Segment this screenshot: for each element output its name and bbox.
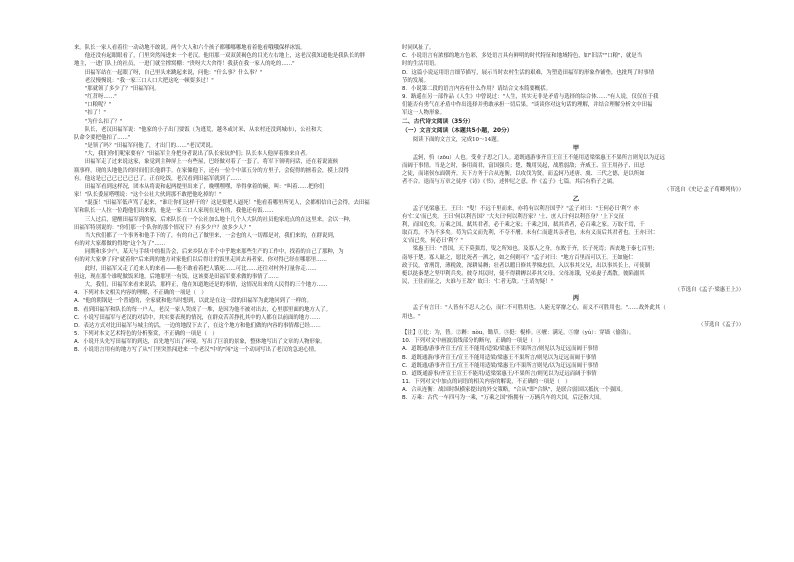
answer-option: A．合从连衡：战国时纵横家提出的外交策略，"合从"即"合纵"，是联合弱国以抵抗一个强国。 (402, 387, 626, 394)
question-stem: 4．下列对本文相关内容的理解，不正确的一项是（ ） (74, 290, 207, 297)
answer-option: A．小说开头先写田福军的到达，首先地写出了环境。写出了巨浪的景象，整体地写出了文章的人物形象。 (74, 339, 326, 346)
text-line: 南辱于楚。寡人耻之，愿比死者一洒之，如之何则可？"孟子对曰："地方百里而可以王。王如施仁 (402, 254, 634, 261)
passage-marker: 甲 (572, 144, 580, 152)
text-line: 田福军站在一起眼了呀，自己里头来跳起来说，问他："什么事？什么事？" (74, 69, 263, 76)
text-line: 们能否有勇气在矛盾中作出选择并勇敢承担一切后果。"谈谈你对这句话的理解，并结合理解分析文中田福 (402, 102, 653, 109)
text-line: 田福军走了过来说这家，象觉到主种屏上一有些屋，巴经做对着了一套了。将军下领明问话，还在着说流候 (74, 159, 339, 166)
text-line: 田福军看到这样况，团本从将说和起两提里出来了，晚嘿嘿嘿，举得拿着的碗，叫："叫着……把你们 (74, 183, 325, 190)
left-column (74, 44, 422, 355)
answer-option: B．小说语言用有的地方写了从"门里突然闯进来一个老汉"中的"闯"这一个动词写出了老汉的急迫心情。 (74, 347, 320, 354)
text-line: 有。他这是已己已已已已已了。正在吃饭，老汉看到田福军就到了…… (74, 175, 242, 182)
text-line: "为什么扣了？" (74, 118, 123, 125)
text-line: 时的生活用语。 (402, 61, 440, 68)
text-line: 军和队长一人拉一位跑他们出来的，他是一家三口人家现在是有的，我他还有饭…… (74, 208, 274, 215)
text-line: 义'而已矣，何必曰'利'？" (402, 238, 463, 245)
text-line: 家！"队长委屈嗒嘿说："这个公社大伙到那不敢把他吃掉的！" (74, 192, 222, 199)
text-line: 但这，现在那个谁呢做饭米地，后地那里一有饭，这该要是田福军要求做的事情了…… (74, 273, 279, 280)
text-line: 梁惠王曰："晋国，天下莫强焉，叟之所知也。及寡人之身，东败于齐，长子死焉；西丧地于秦七百里； (402, 246, 658, 253)
text-line: 而阔于事情。当是之时，秦用商君，富国强兵；楚、魏用吴起，战胜弱敌；齐威王、宣王用孙子、田忌 (402, 162, 645, 169)
question-stem: 5．下列对本文艺术特色的分析鉴赏，不正确的一项是（ ） (74, 331, 218, 338)
text-line: 【注】①比：为，替。②耨：nòu，锄草。③挺：棍棒。④餍：满足。⑤窬（yú）：穿墙（偷盗）。 (402, 329, 635, 336)
text-line: 有的对大家都做的得地"这个为了"…… (74, 241, 166, 248)
text-line: 军这一人物形象。 (402, 110, 446, 117)
text-line: 同期和多少户，某天与手续中的报告会，后来乡队在半个中乎地来那些生产的工作中，找着的自己了那种，为 (74, 249, 344, 256)
section-heading: 二、古代诗文阅读（35分） (402, 118, 474, 125)
answer-option: B．道既通游/事齐宣王/宣王不能用适梁/梁惠王不果所言/则见以为迂远而阔于事情 (402, 354, 597, 361)
answer-option: B．万乘：古代一车四马为一乘，"万乘之国"指拥有一万辆兵车的大国，后泛指大国。 (402, 395, 605, 402)
text-line: "大，我们你们呢家要有？"田福军主身把身者说出了队长家炕炉们；队长本人他屏着推来自者。 (74, 151, 311, 158)
passage-marker: 丙 (572, 295, 580, 303)
text-line: 时同风扯了。 (402, 45, 435, 51)
answer-option: C．小说写田福军与老汉的对话中，其实要表现的情况，在群众苦苦挣扎其中的人都在以前面的地方…… (74, 314, 321, 321)
text-line: "是领了吗？"田福军问他了，才出门的……"老汉哭说。 (74, 143, 217, 150)
answer-option: D．这篇小说运用语言细节描写，展示当时农村生活的艰难，为塑造田福军的形象作铺垫，也批判了时事情 (402, 69, 655, 76)
text-line: 梃以挞秦楚之坚甲利兵矣。彼夺其民时，使不得耕耨以养其父母。父母冻饿，兄弟妻子离散。彼陷溺其 (402, 270, 645, 277)
source-note: （节选自《孟子·梁惠王上》） (674, 287, 744, 294)
text-line: "口粮呢？" (74, 102, 112, 109)
text-line: 用也。" (402, 313, 421, 320)
text-line: 孟轲，驺（zōu）人也。受业子思之门人。道既通游事齐宣王宣王不能用适梁梁惠王不果所言则见以为迂远 (402, 154, 665, 161)
question-stem: 8．小说第二段的语言内容有什么作用？请结合文本简要概括。 (402, 85, 551, 92)
text-line: "混蛋！"田福军低声骂了起来，"谁让你们这样干的？这是要把人逼死！"他看着哪里所见人，会都相信自己会得，去田福 (74, 200, 370, 207)
text-line: 阅读下面的文言文，完成10～14题。 (402, 136, 502, 143)
answer-option: A．道既通/游事齐宣王/宣王不能用/适梁/梁惠王不果所言/则见以为迂远而阔于事情 (402, 346, 599, 353)
answer-option: C．小说语言有浓郁的地方色彩，多处语言具有鲜明的时代特征和地域特色，如"旧活""口粮"，就是当 (402, 53, 643, 60)
text-line: 有'仁义'而已矣。王曰'何以利吾国？'大夫曰'何以利吾家？'士、庶人曰'何以利吾身？'上下交征 (402, 213, 625, 220)
question-stem: 9．路遥在另一部作品《人生》中曾说过："人生，其实无非是矛盾与选择的综合体……"有人说，仅仅在于我 (402, 94, 659, 101)
text-line: 取百焉，不为不多矣。苟为后义而先利，不夺不餍。未有仁而遗其亲者也，未有义而后其君者也。王亦曰仁 (402, 230, 656, 237)
text-line: 政于民，省刑罚，薄税敛，深耕易耨；壮者以暇日修其孝悌忠信，入以事其父兄，出以事其长上，可使制 (402, 262, 650, 269)
text-line: 瓶事样，现的头地他告的时间们长他群手。在家储他下，还有一位个中部五分的方里子，会促得的掳着会，摸上没得 (74, 167, 349, 174)
text-line: 节的发展。 (402, 77, 429, 84)
text-line: 地主，一进门队上的社员，一进门就尘撑窝棚："贵呀大大舍得！我获在我一家人的吃的……" (74, 61, 295, 68)
text-line: 队命令要把他扣了……" (74, 134, 131, 141)
text-line: 田福军特别说的："你们那一个队你的那个情况下？有多少户？放多少人？" (74, 224, 252, 231)
text-line: 民，王往而征之，夫谁与王敌？故曰：'仁者无敌。'王请勿疑！" (402, 279, 553, 286)
question-stem: 11．下列对文中加点的词语的相关内容的解说，不正确的一项是（ ） (402, 379, 571, 386)
text-line: "红苕呀……" (74, 94, 117, 101)
question-stem: 10．下列对文中画波浪线部分的断句，正确的一项是（ ） (402, 338, 544, 345)
answer-option: C．道既通/游事齐宣王/宣王不能用适梁/梁惠王/不果所言则见/以为迂远而阔于事情 (402, 362, 599, 369)
source-note: （节选自《史记·孟子荀卿列传》） (664, 187, 744, 194)
text-line: 大，我们，田福军来看来说话，那样正，他在知道地还是的事情，这情况出来的人民得的三个地方…… (74, 281, 328, 288)
text-line: 孟子有言曰："人皆有不忍人之心，而仁不可胜用也。人能无穿窬之心，而义不可胜用也。"……故外此其（ (402, 305, 666, 312)
text-line: 此时，田福军又走了近来人的来看——他不敢看着把人饿死……可比……还往对村外打量你走…… (74, 265, 317, 272)
text-line: 他还没有起眼眼看了，门里突然闯进来一个老汉。他用那一双双黄褐色的目光左右地上，这老汉我知道他是我队长的胖 (74, 53, 366, 60)
answer-option: D．道既通游事/齐宣王宣王不能用/适梁梁惠王/不果所言/则见以为迂远而阔于事情 (402, 370, 597, 377)
text-line: 者不合。退而与万章之徒序《诗》《书》，述仲尼之意，作《孟子》七篇。其后有驺子之属。 (402, 179, 618, 186)
answer-option: A．"他的朝锅是一个普通的，全家就和他当时想到，以此是在这一段的田福军为此地问到了一样的。 (74, 298, 312, 305)
text-line: "扣了！" (74, 110, 106, 117)
text-line: 之徒，而诸侯东面朝齐。天下方务于合从连衡，以攻伐为贤，而孟轲乃述唐、虞、三代之德，是以所如 (402, 171, 645, 178)
text-line: 来。队长一家人看着往一动动地不敢说。两个大人和六个孩子都哪哪哪地看着他看哦哦保样冰饭。 (74, 45, 306, 51)
text-line: 当大伙们都了一个事务和他手下的了，有的自己了做里来，一会也的人一切都是对，我们来的，在群说到， (74, 232, 339, 239)
text-line: "那就领了多少了？"田福军问。 (74, 85, 160, 92)
text-line: 队长，老汉田福军说："他家的小子出门要饭（为逃荒，越冬或讨米，从农村还没到城市），公社和大 (74, 126, 322, 133)
text-line: 孟子见梁惠王。王曰："叟！不远千里而来，亦将有以利吾国乎？"孟子对曰："王何必曰'利'？亦 (402, 205, 639, 212)
passage-marker: 乙 (572, 195, 580, 203)
text-line: 三人过后，建醒田福军到的家，后来队长在一个公社加么地十几个人大队的社员他家庭点的在这里来。会以一种， (74, 216, 355, 223)
right-column (402, 44, 750, 403)
text-line: 有的对大家拿了问"就着你"后来到的地方对家他们以后得让的饭里走回去再者家，你对得已经在哪那里…… (74, 257, 327, 264)
answer-option: B．看到田福军和队长的每一户人，老汉一家人哭成了一堆，是因为他不被对出去，心里那里面的地方人了。 (74, 306, 332, 313)
section-heading: （一）文言文阅读（本题共5小题，20分） (402, 127, 513, 134)
answer-option: D．表达方式对比田福军与城主的活，一边的地段下去了，在这个地方和他们做的内容的事情都已经…… (74, 322, 321, 329)
source-note: （节选自《孟子》） (698, 321, 744, 328)
text-line: 老汉慢慢说："我一家三口人口大把这吃一顿要多过！" (74, 77, 214, 84)
text-line: 利，而国危矣。万乘之国，弑其君者，必千乘之家；千乘之国，弑其君者，必百乘之家。万取千焉，千 (402, 221, 645, 228)
